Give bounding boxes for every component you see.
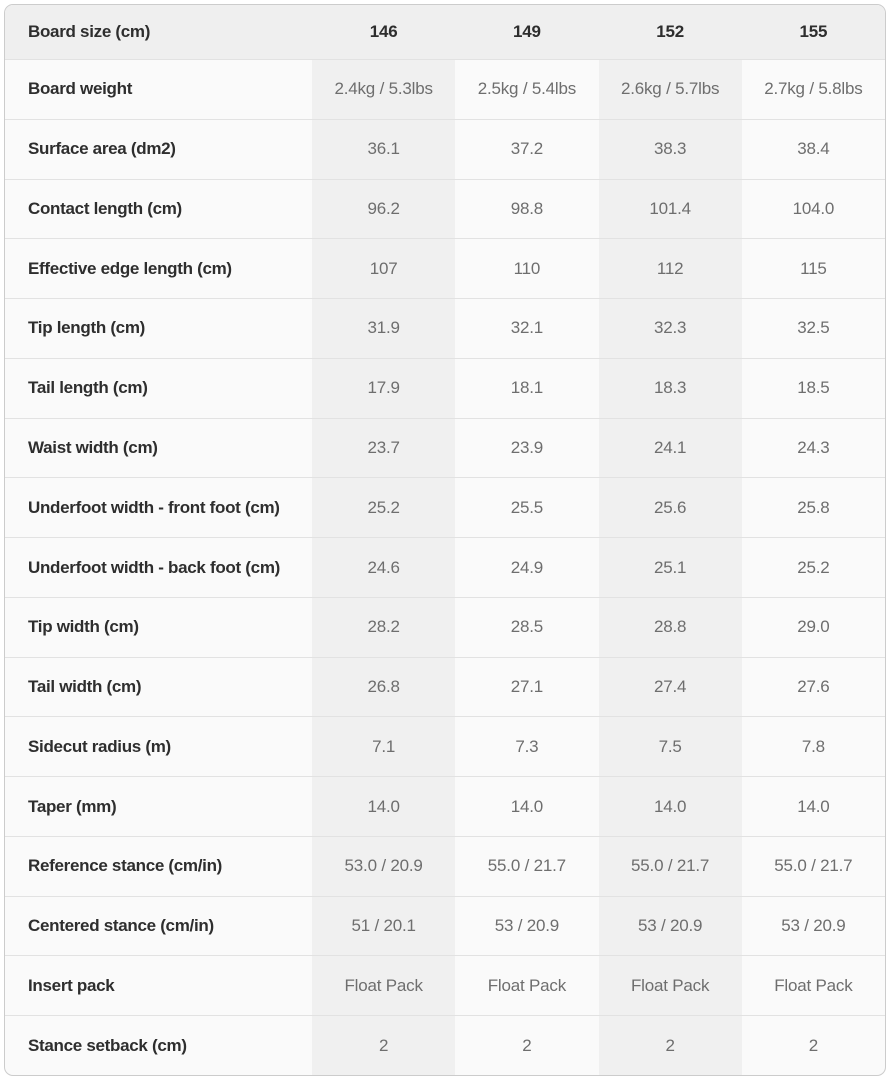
row-value: 53 / 20.9 <box>494 916 560 936</box>
table-row <box>5 477 885 537</box>
table-row <box>5 358 885 418</box>
table-row <box>5 657 885 717</box>
row-value: 55.0 / 21.7 <box>774 856 853 876</box>
row-value: 36.1 <box>312 120 455 179</box>
row-label: Waist width (cm) <box>28 437 158 457</box>
row-value: 25.1 <box>599 538 742 597</box>
row-value: 14.0 <box>797 796 830 816</box>
row-value: 2 <box>599 1016 742 1075</box>
row-value: 51 / 20.1 <box>312 897 455 956</box>
row-value: 32.5 <box>797 318 830 338</box>
row-label: Contact length (cm) <box>28 198 182 218</box>
row-value: 31.9 <box>312 299 455 358</box>
row-value: 55.0 / 21.7 <box>599 837 742 896</box>
row-value: 23.9 <box>510 437 544 457</box>
row-value: 115 <box>800 258 827 278</box>
row-value: Float Pack <box>774 975 853 995</box>
row-label: Reference stance (cm/in) <box>28 856 223 876</box>
row-value: 27.4 <box>599 658 742 717</box>
row-value: 37.2 <box>510 139 544 159</box>
table-row <box>5 1015 885 1075</box>
row-value: 112 <box>599 239 742 298</box>
table-row <box>5 896 885 956</box>
header-size-149: 149 <box>512 22 541 41</box>
row-value: 24.3 <box>797 437 830 457</box>
row-value: 25.5 <box>510 497 544 517</box>
row-value: 7.3 <box>515 736 539 756</box>
table-row <box>5 238 885 298</box>
row-value: 38.4 <box>797 139 830 159</box>
row-value: 2.5kg / 5.4lbs <box>477 79 577 99</box>
table-row <box>5 298 885 358</box>
row-value: 2.7kg / 5.8lbs <box>764 79 863 99</box>
row-label: Centered stance (cm/in) <box>28 916 214 936</box>
row-value: 28.8 <box>599 598 742 657</box>
row-value: 110 <box>513 258 541 278</box>
table-row <box>5 537 885 597</box>
table-row <box>5 179 885 239</box>
row-value: 107 <box>312 239 455 298</box>
row-label: Insert pack <box>28 975 115 995</box>
row-value: 53.0 / 20.9 <box>312 837 455 896</box>
row-value: 18.5 <box>797 378 830 398</box>
row-value: 27.6 <box>797 677 830 697</box>
row-value: 98.8 <box>510 198 544 218</box>
row-value: 2 <box>312 1016 455 1075</box>
row-value: 53 / 20.9 <box>781 916 846 936</box>
row-value: 26.8 <box>312 658 455 717</box>
row-value: 17.9 <box>312 359 455 418</box>
row-value: 32.3 <box>599 299 742 358</box>
row-value: 28.5 <box>510 617 544 637</box>
row-value: 28.2 <box>312 598 455 657</box>
row-value: 24.9 <box>510 557 544 577</box>
row-value: 2.4kg / 5.3lbs <box>312 60 455 119</box>
row-value: 2.6kg / 5.7lbs <box>599 60 742 119</box>
row-value: 53 / 20.9 <box>599 897 742 956</box>
table-row <box>5 836 885 896</box>
row-value: 27.1 <box>510 677 544 697</box>
row-label: Tip width (cm) <box>28 617 139 637</box>
row-value: 14.0 <box>312 777 455 836</box>
row-label: Tail length (cm) <box>28 378 148 398</box>
row-value: 14.0 <box>510 796 544 816</box>
row-value: 7.5 <box>599 717 742 776</box>
row-value: Float Pack <box>487 975 567 995</box>
row-value: 25.8 <box>797 497 830 517</box>
row-label: Taper (mm) <box>28 796 117 816</box>
row-value: 7.1 <box>312 717 455 776</box>
row-label: Stance setback (cm) <box>28 1035 187 1055</box>
row-value: 96.2 <box>312 180 455 239</box>
table-row <box>5 597 885 657</box>
row-value: 24.1 <box>599 419 742 478</box>
table-row <box>5 119 885 179</box>
row-value: 25.2 <box>312 478 455 537</box>
row-value: 55.0 / 21.7 <box>487 856 566 876</box>
row-value: 18.3 <box>599 359 742 418</box>
row-value: 32.1 <box>510 318 544 338</box>
row-value: 2 <box>522 1035 532 1055</box>
row-label: Tip length (cm) <box>28 318 146 338</box>
row-label: Underfoot width - back foot (cm) <box>28 557 280 577</box>
row-value: 29.0 <box>797 617 830 637</box>
row-value: 25.2 <box>797 557 830 577</box>
board-spec-table <box>4 4 886 1076</box>
table-row <box>5 59 885 119</box>
row-value: 14.0 <box>599 777 742 836</box>
table-row <box>5 716 885 776</box>
row-value: 25.6 <box>599 478 742 537</box>
table-row <box>5 418 885 478</box>
row-label: Underfoot width - front foot (cm) <box>28 497 280 517</box>
row-label: Tail width (cm) <box>28 677 142 697</box>
row-label: Sidecut radius (m) <box>28 736 171 756</box>
row-label: Surface area (dm2) <box>28 139 176 159</box>
row-value: 7.8 <box>801 736 825 756</box>
header-size-152: 152 <box>656 22 684 41</box>
header-size-155: 155 <box>799 22 828 41</box>
row-value: 104.0 <box>792 198 835 218</box>
header-size-146: 146 <box>369 22 398 41</box>
row-label: Board weight <box>28 79 133 99</box>
row-value: 38.3 <box>599 120 742 179</box>
row-value: 18.1 <box>510 378 544 398</box>
table-header-row <box>5 5 885 59</box>
row-label: Effective edge length (cm) <box>28 258 232 278</box>
header-label-board-size: Board size (cm) <box>28 22 151 41</box>
table-row <box>5 776 885 836</box>
row-value: 101.4 <box>599 180 742 239</box>
row-value: 23.7 <box>312 419 455 478</box>
table-row <box>5 955 885 1015</box>
row-value: Float Pack <box>312 956 455 1015</box>
row-value: 2 <box>808 1035 818 1055</box>
row-value: Float Pack <box>599 956 742 1015</box>
row-value: 24.6 <box>312 538 455 597</box>
